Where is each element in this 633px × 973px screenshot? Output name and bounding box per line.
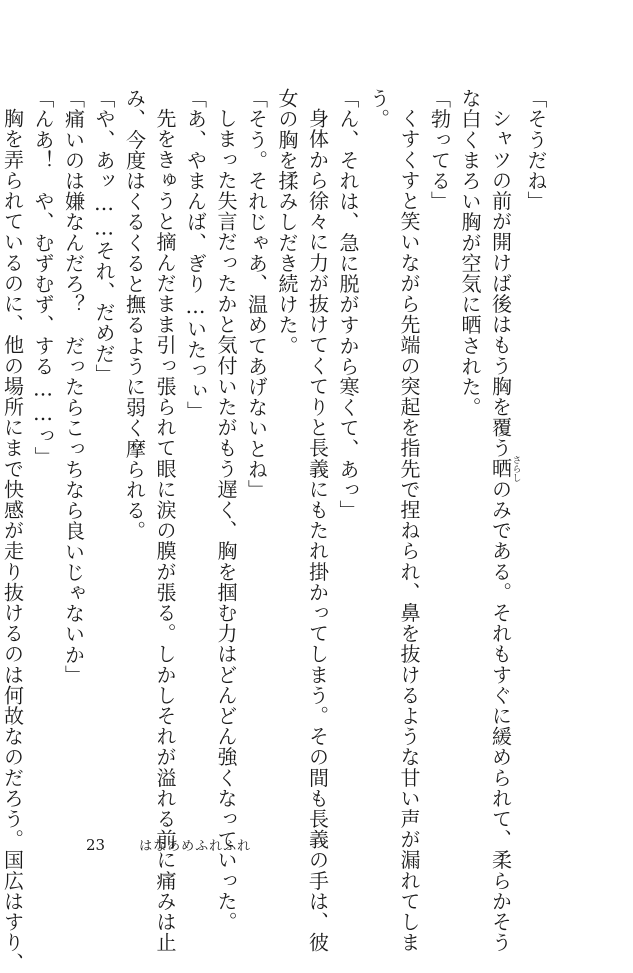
text-line: 身体から徐々に力が抜けてくてりと長義にもたれ掛かってしまう。その間も長義の手は、彼 <box>305 108 330 953</box>
text-line: 「痛いのは嫌なんだろ？ だったらこっちなら良いじゃないか」 <box>61 88 86 686</box>
text-line: 女の胸を揉みしだき続けた。 <box>275 88 299 356</box>
text-line: 「そう。それじゃあ、温めてあげないとね」 <box>244 88 269 500</box>
text-line: 「勃ってる」 <box>427 88 452 212</box>
text-line: くすくすと笑いながら先端の突起を指先で捏ねられ、鼻を抜けるような甘い声が漏れてしま <box>397 108 421 953</box>
text-line: 「んあ！ や、むずむず、する……っ」 <box>31 88 55 467</box>
page-number: 23 <box>86 836 106 854</box>
text-line: 「そうだね」 <box>524 88 548 212</box>
text-line: 「や、あッ……それ、だめだ」 <box>92 88 116 385</box>
text-line: シャツの前が開けば後はもう胸を覆う晒さらしのみである。それもすぐに緩められて、柔らかそう <box>488 108 521 953</box>
text-line: 「あ、やまんば、ぎり…いたっぃ」 <box>183 88 208 422</box>
text-line: 胸を弄られているのに、他の場所にまで快感が走り抜けるのは何故なのだろう。国広はすり、 <box>0 108 25 973</box>
text-line: 先をきゅうと摘んだまま引っ張られて眼に涙の膜が張る。しかしそれが溢れる前に痛みは止 <box>153 108 177 953</box>
running-title: はなあめふれふれ <box>139 839 252 854</box>
ruby-annotation: 晒さらし <box>488 455 521 483</box>
text-line: しまった失言だったかと気付いたがもう遅く、胸を掴む力はどんどん強くなっていった。 <box>214 108 238 932</box>
page-footer <box>86 835 251 854</box>
text-line: う。 <box>366 88 391 130</box>
text-line: 「ん、それは、急に脱がすから寒くて、あっ」 <box>336 88 360 521</box>
text-line: み、今度はくるくると撫るように弱く摩られる。 <box>122 88 147 542</box>
text-line: な白くまろい胸が空気に晒された。 <box>458 88 482 418</box>
